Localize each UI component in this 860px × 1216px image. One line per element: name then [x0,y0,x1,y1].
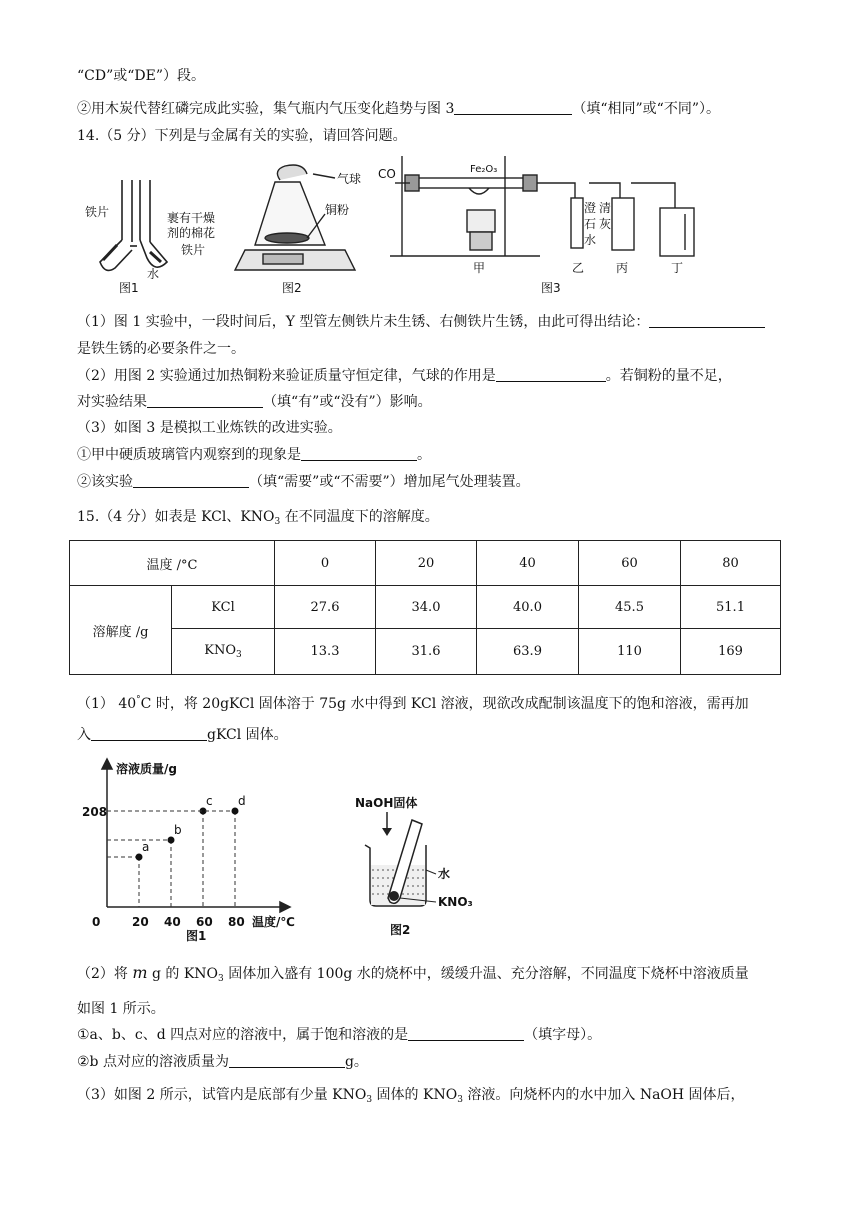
kno3-label: KNO₃ [438,895,473,909]
fig1-label-iron-left: 铁片 [85,205,110,219]
q14-part3-b [77,472,530,492]
q14-part3-title: （3）如图 3 是模拟工业炼铁的改进实验。 [77,420,342,436]
q15-part3-c: 固体的 KNO [372,1087,458,1103]
q15-part2-m: m [132,963,148,982]
q14-part3-b-text: ②该实验 [77,474,133,490]
temp-unit: °C [181,557,198,573]
solubility-table [69,540,781,675]
q14-part2-text-b: 。若铜粉的量不足， [605,368,732,384]
q15-part1-d: 入 [77,727,91,743]
table-row [70,629,781,675]
answer-blank[interactable] [133,473,249,488]
fig3-caption: 图3 [541,281,561,295]
q14-part2-line1 [77,366,732,386]
answer-blank[interactable] [454,100,572,115]
q15-part2-g1: ②b 点对应的溶液质量为 [77,1054,229,1070]
point-label-c: c [206,794,213,808]
fig1-label-desiccant-1: 裹有干燥 [167,211,216,225]
table-row [70,586,781,629]
x-tick-label: 0 [92,915,101,929]
fig3-label-shui: 水 [584,233,597,247]
point-label-b: b [174,823,182,837]
q15-title-a: 15.（4 分）如表是 KCl、KNO [77,509,275,525]
q14-part1-line2: 是铁生锈的必要条件之一。 [77,341,245,357]
point-label-d: d [238,794,246,808]
y-axis-arrow [102,759,112,769]
answer-blank[interactable] [496,367,606,382]
data-point-b [168,837,175,844]
data-point-a [136,854,143,861]
q14-part2-text-a: （2）用图 2 实验通过加热铜粉来验证质量守恒定律，气球的作用是 [77,368,496,384]
q15-part2-a: （2）将 [77,966,133,982]
fig3-part-jia: 甲 [473,261,486,275]
answer-blank[interactable] [301,446,417,461]
fig3-label-qing: 清 [599,201,612,215]
value-cell: 34.0 [376,586,477,629]
fig3-part-ding: 丁 [671,261,684,275]
temp-cell: 0 [275,541,376,586]
q15-part3-line1 [77,1085,745,1110]
q15-part2-f1: ①a、b、c、d 四点对应的溶液中，属于饱和溶液的是 [77,1027,409,1043]
value-cell: 40.0 [477,586,579,629]
value-cell: 63.9 [477,629,579,675]
naoh-label: NaOH固体 [355,796,418,810]
q15-part1-line1 [77,690,749,714]
fig2-label-copper: 铜粉 [325,203,350,217]
answer-blank[interactable] [649,313,765,328]
fig1-caption: 图1 [119,281,139,295]
temp-cell: 80 [681,541,781,586]
q14-part1-line1 [77,312,765,332]
fig3-part-yi: 乙 [572,261,585,275]
q15-part2-f2: （填字母）。 [524,1027,602,1043]
q14-part2-line2 [77,392,432,412]
answer-blank[interactable] [147,393,263,408]
smelting-figure [390,156,694,256]
fig3-label-fe2o3: Fe₂O₃ [470,164,498,175]
text-charcoal-a: ②用木炭代替红磷完成此实验，集气瓶内气压变化趋势与图 3 [77,101,455,117]
x-tick-label: 20 [132,915,149,929]
q14-part3-a-end: 。 [417,447,431,463]
x-tick-label: 40 [164,915,181,929]
q14-part2-text-c: 对实验结果 [77,394,147,410]
fig3-part-bing: 丙 [616,261,629,275]
beaker-figure [350,790,500,940]
figure-14-apparatus [75,150,775,300]
temp-cell: 60 [579,541,681,586]
question-14-title: 14.（5 分）下列是与金属有关的实验，请回答问题。 [77,128,407,144]
chart-caption: 图1 [186,929,207,943]
q15-part2-sub: 3 [218,974,224,984]
value-cell: 27.6 [275,586,376,629]
q15-part2-b: g 的 KNO [147,966,219,982]
text-charcoal-b: （填“相同”或“不同”）。 [572,101,720,117]
q14-part3-a-text: ①甲中硬质玻璃管内观察到的现象是 [77,447,301,463]
q15-part2-d: 固体加入盛有 100g 水的烧杯中，缓缓升温、充分溶解，不同温度下烧杯中溶液质量 [223,966,749,982]
water-label: 水 [438,867,451,881]
fig1-label-water: 水 [147,267,160,281]
y-tick-label: 208 [82,805,108,819]
value-cell: 51.1 [681,586,781,629]
q15-title-sub: 3 [274,517,281,527]
q15-part1-e: gKCl 固体。 [207,727,288,743]
text-line-cd-de: “CD”或“DE”）段。 [77,68,206,84]
q15-part1-degree: ° [136,695,141,705]
substance-sub: 3 [236,650,242,660]
answer-blank[interactable] [91,726,207,741]
fig2-caption: 图2 [282,281,302,295]
value-cell: 110 [579,629,681,675]
y-axis-label: 溶液质量/g [116,762,177,776]
q15-title-c: 在不同温度下的溶解度。 [280,509,439,525]
beaker-caption: 图2 [390,923,411,937]
fig2-label-balloon: 气球 [337,172,362,186]
value-cell: 45.5 [579,586,681,629]
q15-part2-line1 [77,963,749,989]
q15-part1-line2 [77,725,288,745]
q15-part1-a: （1） 40 [77,696,137,712]
fig3-label-cheng: 澄 [584,201,597,215]
q15-part2-g2: g。 [344,1054,368,1070]
point-label-a: a [142,840,150,854]
q14-part3-a [77,445,431,465]
data-point-d [232,808,239,815]
q15-part2-line4 [77,1052,368,1072]
q15-part3-e: 溶液。向烧杯内的水中加入 NaOH 固体后， [462,1087,745,1103]
fig1-label-iron-right: 铁片 [181,243,206,257]
substance-cell [172,629,275,675]
temp-header-cell [70,541,275,586]
answer-blank[interactable] [408,1026,524,1041]
q15-part2-line3 [77,1025,601,1045]
x-tick-label: 60 [196,915,213,929]
q15-part2-line2: 如图 1 所示。 [77,1001,165,1017]
q14-part3-b-end: （填“需要”或“不需要”）增加尾气处理装置。 [249,474,530,490]
text-line-charcoal [77,99,720,119]
temp-label: 温度 / [146,557,182,573]
value-cell: 169 [681,629,781,675]
x-tick-label: 80 [228,915,245,929]
substance-name: KNO [204,643,236,658]
q14-part2-text-d: （填“有”或“没有”）影响。 [263,394,432,410]
value-cell: 13.3 [275,629,376,675]
y-tube-figure [100,180,167,270]
answer-blank[interactable] [229,1053,345,1068]
q15-part1-c: C 时，将 20gKCl 固体溶于 75g 水中得到 KCl 溶液，现欲改成配制该温度下的饱和溶液，需再加 [140,696,749,712]
solubility-label-cell: 溶解度 /g [70,586,172,675]
q15-part3-sub2: 3 [457,1095,463,1105]
substance-cell: KCl [172,586,275,629]
x-axis-arrow [280,902,290,912]
q15-part3-sub1: 3 [366,1095,373,1105]
table-header-row [70,541,781,586]
temp-cell: 20 [376,541,477,586]
q14-part1-text: （1）图 1 实验中，一段时间后，Y 型管左侧铁片未生锈、右侧铁片生锈，由此可得出结论： [77,314,650,330]
x-axis-label: 温度/℃ [252,915,295,929]
solution-mass-chart [80,755,310,945]
fig1-label-desiccant-2: 剂的棉花 [167,226,216,240]
fig3-label-co: CO [378,167,396,181]
fig3-label-hui: 灰 [599,217,612,231]
q15-part3-a: （3）如图 2 所示，试管内是底部有少量 KNO [77,1087,367,1103]
fig3-label-shi: 石 [584,217,597,231]
temp-cell: 40 [477,541,579,586]
value-cell: 31.6 [376,629,477,675]
question-15-title [77,507,439,532]
